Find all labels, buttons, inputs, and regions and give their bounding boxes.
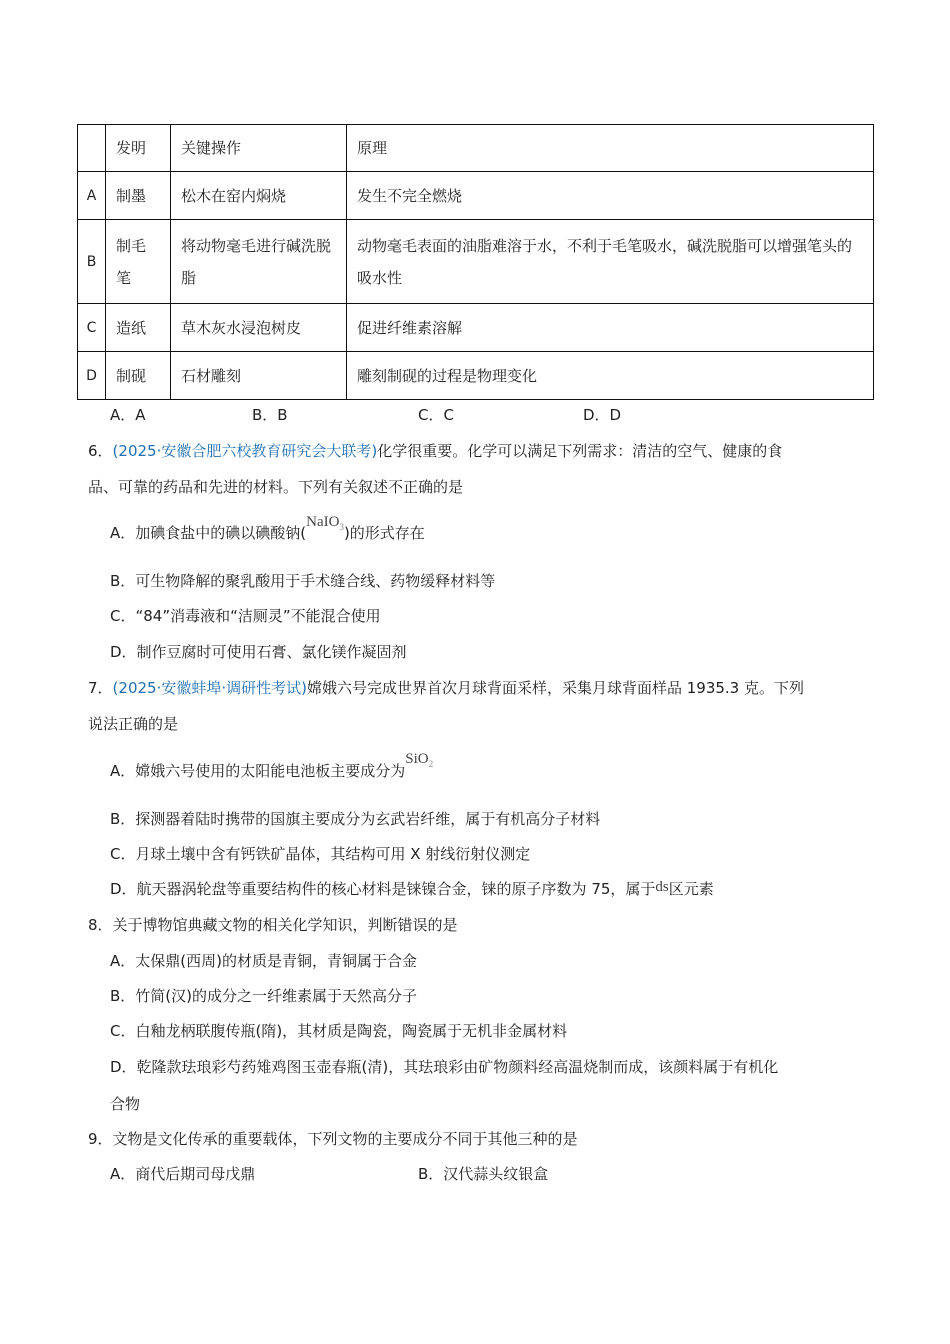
q6-number: 6． <box>88 442 113 460</box>
q5-option-c[interactable]: C．C <box>418 406 454 424</box>
q7-option-d-tail: 区元素 <box>668 880 714 898</box>
row-operation: 石材雕刻 <box>171 352 347 400</box>
q7-number: 7． <box>88 679 113 697</box>
q5-option-a[interactable]: A．A <box>110 406 146 424</box>
invention-table <box>77 124 874 400</box>
table-row <box>78 304 874 352</box>
q7-source: (2025·安徽蚌埠·调研性考试) <box>112 679 307 697</box>
q6-stem-line-2: 品、可靠的药品和先进的材料。下列有关叙述不正确的是 <box>88 478 464 496</box>
formula-text: SiO <box>405 751 429 767</box>
q7-option-b[interactable]: B．探测器着陆时携带的国旗主要成分为玄武岩纤维，属于有机高分子材料 <box>110 810 601 828</box>
q6-option-b[interactable]: B．可生物降解的聚乳酸用于手术缝合线、药物缓释材料等 <box>110 572 496 590</box>
row-principle: 发生不完全燃烧 <box>347 172 874 220</box>
q7-option-d[interactable] <box>110 878 714 901</box>
row-invention: 制墨 <box>106 172 171 220</box>
q7-stem-line-1 <box>88 677 804 699</box>
formula-subscript: 3 <box>339 522 344 532</box>
formula-subscript: 2 <box>428 759 434 769</box>
q7-option-a-text: A．嫦娥六号使用的太阳能电池板主要成分为 <box>110 762 406 780</box>
q8-option-a[interactable]: A．太保鼎(西周)的材质是青铜，青铜属于合金 <box>110 952 417 970</box>
q8-option-d-line-1[interactable]: D．乾隆款珐琅彩芍药雉鸡图玉壶春瓶(清)，其珐琅彩由矿物颜料经高温烧制而成，该颜料属于有机化 <box>110 1058 779 1076</box>
q7-formula-sio2 <box>405 751 433 767</box>
row-principle: 动物毫毛表面的油脂难溶于水，不利于毛笔吸水，碱洗脱脂可以增强笔头的吸水性 <box>347 220 874 304</box>
q7-option-a[interactable] <box>110 751 434 788</box>
q9-stem: 9．文物是文化传承的重要载体，下列文物的主要成分不同于其他三种的是 <box>88 1130 578 1148</box>
q8-option-d-line-2[interactable]: 合物 <box>110 1095 141 1113</box>
table-header-operation: 关键操作 <box>171 125 347 172</box>
q6-option-a[interactable] <box>110 514 425 550</box>
row-key: B <box>78 220 106 304</box>
q6-option-d[interactable]: D．制作豆腐时可使用石膏、氯化镁作凝固剂 <box>110 643 407 661</box>
table-row <box>78 220 874 304</box>
q7-option-d-text: D．航天器涡轮盘等重要结构件的核心材料是铼镍合金，铼的原子序数为 75，属于 <box>110 880 656 898</box>
table-row <box>78 352 874 400</box>
q9-option-a[interactable]: A．商代后期司母戊鼎 <box>110 1165 256 1183</box>
table-header-principle: 原理 <box>347 125 874 172</box>
q7-stem-line-2: 说法正确的是 <box>88 715 179 733</box>
table-header-row <box>78 125 874 172</box>
table-header-key <box>78 125 106 172</box>
q5-option-d[interactable]: D．D <box>583 406 622 424</box>
q8-stem: 8．关于博物馆典藏文物的相关化学知识，判断错误的是 <box>88 916 458 934</box>
row-invention: 制砚 <box>106 352 171 400</box>
q6-option-a-tail: )的形式存在 <box>343 524 425 542</box>
formula-text: NaIO <box>306 514 340 530</box>
row-invention: 造纸 <box>106 304 171 352</box>
table-header-invention: 发明 <box>106 125 171 172</box>
row-operation: 将动物毫毛进行碱洗脱脂 <box>171 220 347 304</box>
row-operation: 草木灰水浸泡树皮 <box>171 304 347 352</box>
q5-option-b[interactable]: B．B <box>252 406 288 424</box>
row-principle: 促进纤维素溶解 <box>347 304 874 352</box>
row-key: C <box>78 304 106 352</box>
row-key: A <box>78 172 106 220</box>
q8-option-b[interactable]: B．竹简(汉)的成分之一纤维素属于天然高分子 <box>110 987 417 1005</box>
q6-formula-naio3 <box>306 514 344 530</box>
q7-option-c[interactable]: C．月球土壤中含有钙铁矿晶体，其结构可用 X 射线衍射仪测定 <box>110 845 531 863</box>
q6-option-c[interactable]: C．“84”消毒液和“洁厕灵”不能混合使用 <box>110 607 381 625</box>
table-row <box>78 172 874 220</box>
q6-source: (2025·安徽合肥六校教育研究会大联考) <box>112 442 378 460</box>
q6-stem-line-1 <box>88 440 782 462</box>
row-principle: 雕刻制砚的过程是物理变化 <box>347 352 874 400</box>
row-invention: 制毛笔 <box>106 220 171 304</box>
row-operation: 松木在窑内焖烧 <box>171 172 347 220</box>
q7-stem-1: 嫦娥六号完成世界首次月球背面采样，采集月球背面样品 1935.3 克。下列 <box>306 679 804 697</box>
q9-option-b[interactable]: B．汉代蒜头纹银盒 <box>418 1165 549 1183</box>
q6-stem-1: 化学很重要。化学可以满足下列需求：清洁的空气、健康的食 <box>377 442 783 460</box>
q8-option-c[interactable]: C．白釉龙柄联腹传瓶(隋)，其材质是陶瓷，陶瓷属于无机非金属材料 <box>110 1022 568 1040</box>
row-key: D <box>78 352 106 400</box>
q6-option-a-text: A．加碘食盐中的碘以碘酸钠( <box>110 524 307 542</box>
q7-formula-ds: ds <box>655 879 669 895</box>
